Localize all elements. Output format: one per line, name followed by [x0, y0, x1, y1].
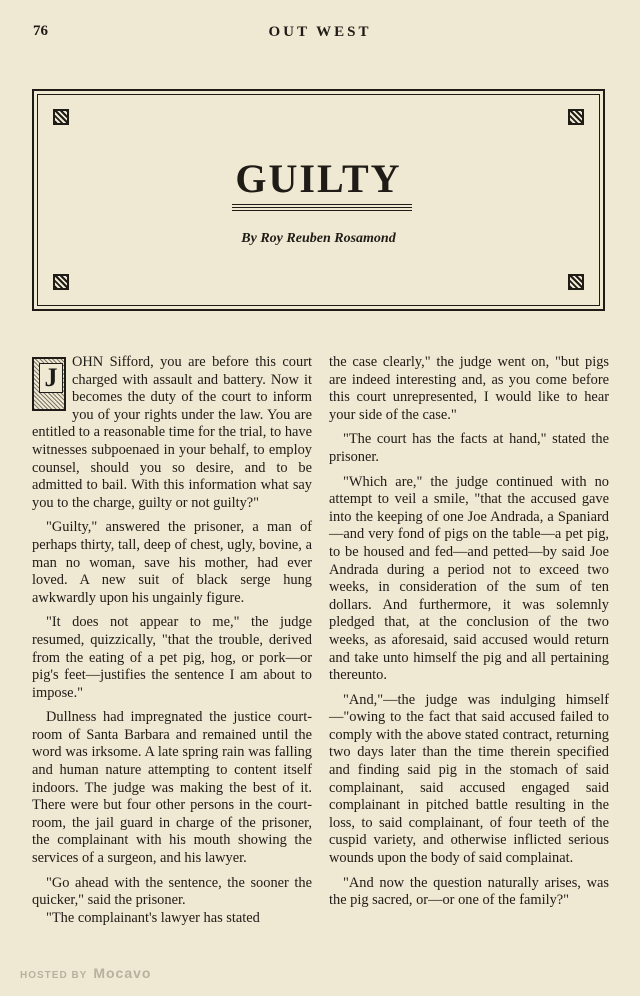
corner-ornament: [568, 274, 584, 290]
paragraph: [32, 354, 312, 512]
title-rule: [232, 204, 412, 205]
corner-ornament: [53, 109, 69, 125]
page-number: 76: [33, 23, 48, 39]
running-head: OUT WEST: [268, 24, 372, 40]
dropcap-ornament: [32, 357, 66, 411]
hosted-by-watermark: [20, 965, 151, 981]
title-box: [32, 89, 605, 311]
watermark-brand: Mocavo: [93, 965, 152, 981]
paragraph: "Go ahead with the sentence, the sooner the quicker," said the prisoner.: [32, 874, 312, 909]
corner-ornament: [568, 109, 584, 125]
title-rule: [232, 207, 412, 208]
dropcap-letter: J: [39, 363, 63, 393]
corner-ornament: [53, 274, 69, 290]
paragraph: "The court has the facts at hand," stated the prisoner.: [329, 431, 609, 465]
paragraph: "It does not appear to me," the judge resumed, quizzically, "that the trouble, derived from the eating of a pet pig, hog, or pork—or pig's feet—justifies the sentence I am about to impose.": [32, 614, 312, 701]
paragraph: Dullness had impregnated the justice court-room of Santa Barbara and remained until the word was irksome. A late spring rain was falling and human nature attempting to content itself indoors. The judge was making the best of it. There were but four other persons in the court-room, the jail guard in charge of the prisoner, the complainant with his mouth showing the services of a surgeon, and his lawyer.: [32, 709, 312, 867]
paragraph-text: OHN Sifford, you are before this court charged with assault and battery. Now it becomes the duty of the court to inform you of your rights under the law. You are entitled to a reasonable time for the trial, to have witnesses subpoenaed in your behalf, to employ counsel, should you so desire, and to be admitted to bail. With this information what say you to the charge, guilty or not guilty?": [32, 354, 312, 511]
right-column: [329, 354, 609, 917]
paragraph: "And now the question naturally arises, was the pig sacred, or—or one of the family?": [329, 874, 609, 909]
paragraph: the case clearly," the judge went on, "but pigs are indeed interesting and, as you come before this court unrepresented, I would like to hear your side of the case.": [329, 354, 609, 423]
title-rule: [232, 210, 412, 211]
paragraph: "And,"—the judge was indulging himself—"owing to the fact that said accused failed to comply with the above stated contract, returning two days later than the time therein specified and finding said pig in the stomach of said complainant, said accused engaged said complainant in pitched battle resulting in the loss, to said complainant, of four teeth of the cuspid variety, and otherwise inflicted serious wounds upon the body of said complainat.: [329, 691, 609, 867]
article-title: GUILTY: [235, 156, 402, 201]
left-column: [32, 354, 312, 934]
watermark-prefix: HOSTED BY: [20, 970, 88, 981]
paragraph: "Guilty," answered the prisoner, a man of perhaps thirty, tall, deep of chest, ugly, bovine, a man no woman, save his mother, had ever loved. A new suit of black serge hung awkwardly upon his ungainly figure.: [32, 519, 312, 606]
byline: By Roy Reuben Rosamond: [241, 231, 396, 246]
paragraph: "Which are," the judge continued with no attempt to veil a smile, "that the accused gave into the keeping of one Joe Andrada, a Spaniard—and very fond of pigs on the table—a pet pig, to be housed and fed—and petted—by said Joe Andrada during a period not to exceed two weeks, in consideration of the sum of ten dollars. And furthermore, it was solemnly pledged that, at the conclusion of the two weeks, as aforesaid, said accused would return and take unto himself the pig and all pertaining thereunto.: [329, 473, 609, 684]
paragraph: "The complainant's lawyer has stated: [46, 909, 260, 926]
